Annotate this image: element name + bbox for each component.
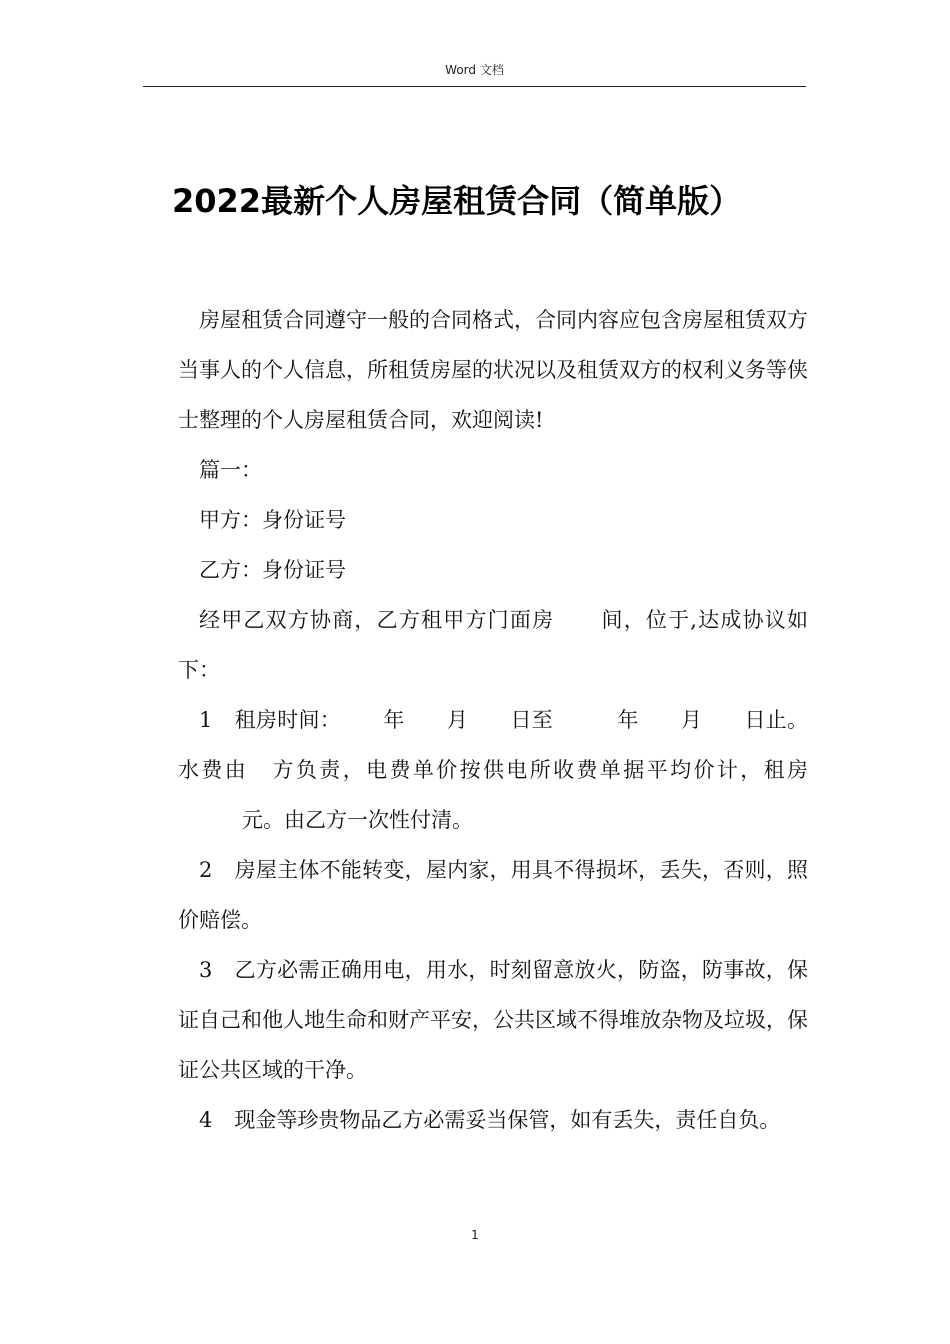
agreement-text-2: 间，位于,达成协议如下： xyxy=(178,608,808,682)
intro-paragraph: 房屋租赁合同遵守一般的合同格式，合同内容应包含房屋租赁双方当事人的个人信息，所租赁房屋的状况以及租赁双方的权利义务等侠士整理的个人房屋租赁合同，欢迎阅读! xyxy=(178,308,808,432)
clause-1-year-1: 年 xyxy=(383,708,405,732)
page-number: 1 xyxy=(471,1228,479,1242)
clause-3 xyxy=(178,945,808,1095)
clause-1-month-1: 月 xyxy=(446,708,469,732)
clause-1-cont-1: 止。水费由 xyxy=(178,708,808,782)
clause-4 xyxy=(178,1095,808,1145)
clause-3-text: 乙方必需正确用电，用水，时刻留意放火，防盗，防事故，保证自己和他人地生命和财产平安，公共区域不得堆放杂物及垃圾，保证公共区域的干净。 xyxy=(178,958,808,1082)
party-a-line: 甲方：身份证号 xyxy=(199,508,346,532)
clause-1-label: 租房时间： xyxy=(234,708,342,732)
clause-2 xyxy=(178,845,808,945)
clause-1-day-end: 日 xyxy=(744,708,766,732)
clause-3-number: 3 xyxy=(199,958,213,982)
clause-1 xyxy=(178,695,808,845)
clause-1-cont-3: 元。由乙方一次性付清。 xyxy=(242,808,473,832)
agreement-text-1: 经甲乙双方协商，乙方租甲方门面房 xyxy=(199,608,555,632)
document-body xyxy=(178,295,808,1145)
document-title: 2022最新个人房屋租赁合同（简单版） xyxy=(172,182,742,221)
clause-1-number: 1 xyxy=(199,708,213,732)
clause-4-text: 现金等珍贵物品乙方必需妥当保管，如有丢失，责任自负。 xyxy=(234,1108,781,1132)
clause-2-number: 2 xyxy=(199,858,213,882)
section-label: 篇一： xyxy=(199,458,262,482)
agreement-paragraph xyxy=(178,595,808,695)
clause-2-text: 房屋主体不能转变，屋内家，用具不得损坏，丢失，否则，照价赔偿。 xyxy=(178,858,808,932)
header-label: Word 文档 xyxy=(445,63,504,77)
clause-1-day-to: 日至 xyxy=(510,708,554,732)
clause-1-cont-2: 方负责，电费单价按供电所收费单据平均价计，租房 xyxy=(270,758,809,782)
clause-1-year-2: 年 xyxy=(617,708,639,732)
page-header xyxy=(143,62,806,87)
party-b-line: 乙方：身份证号 xyxy=(199,558,346,582)
clause-1-month-2: 月 xyxy=(680,708,703,732)
clause-4-number: 4 xyxy=(199,1108,213,1132)
header-rule xyxy=(143,86,806,87)
